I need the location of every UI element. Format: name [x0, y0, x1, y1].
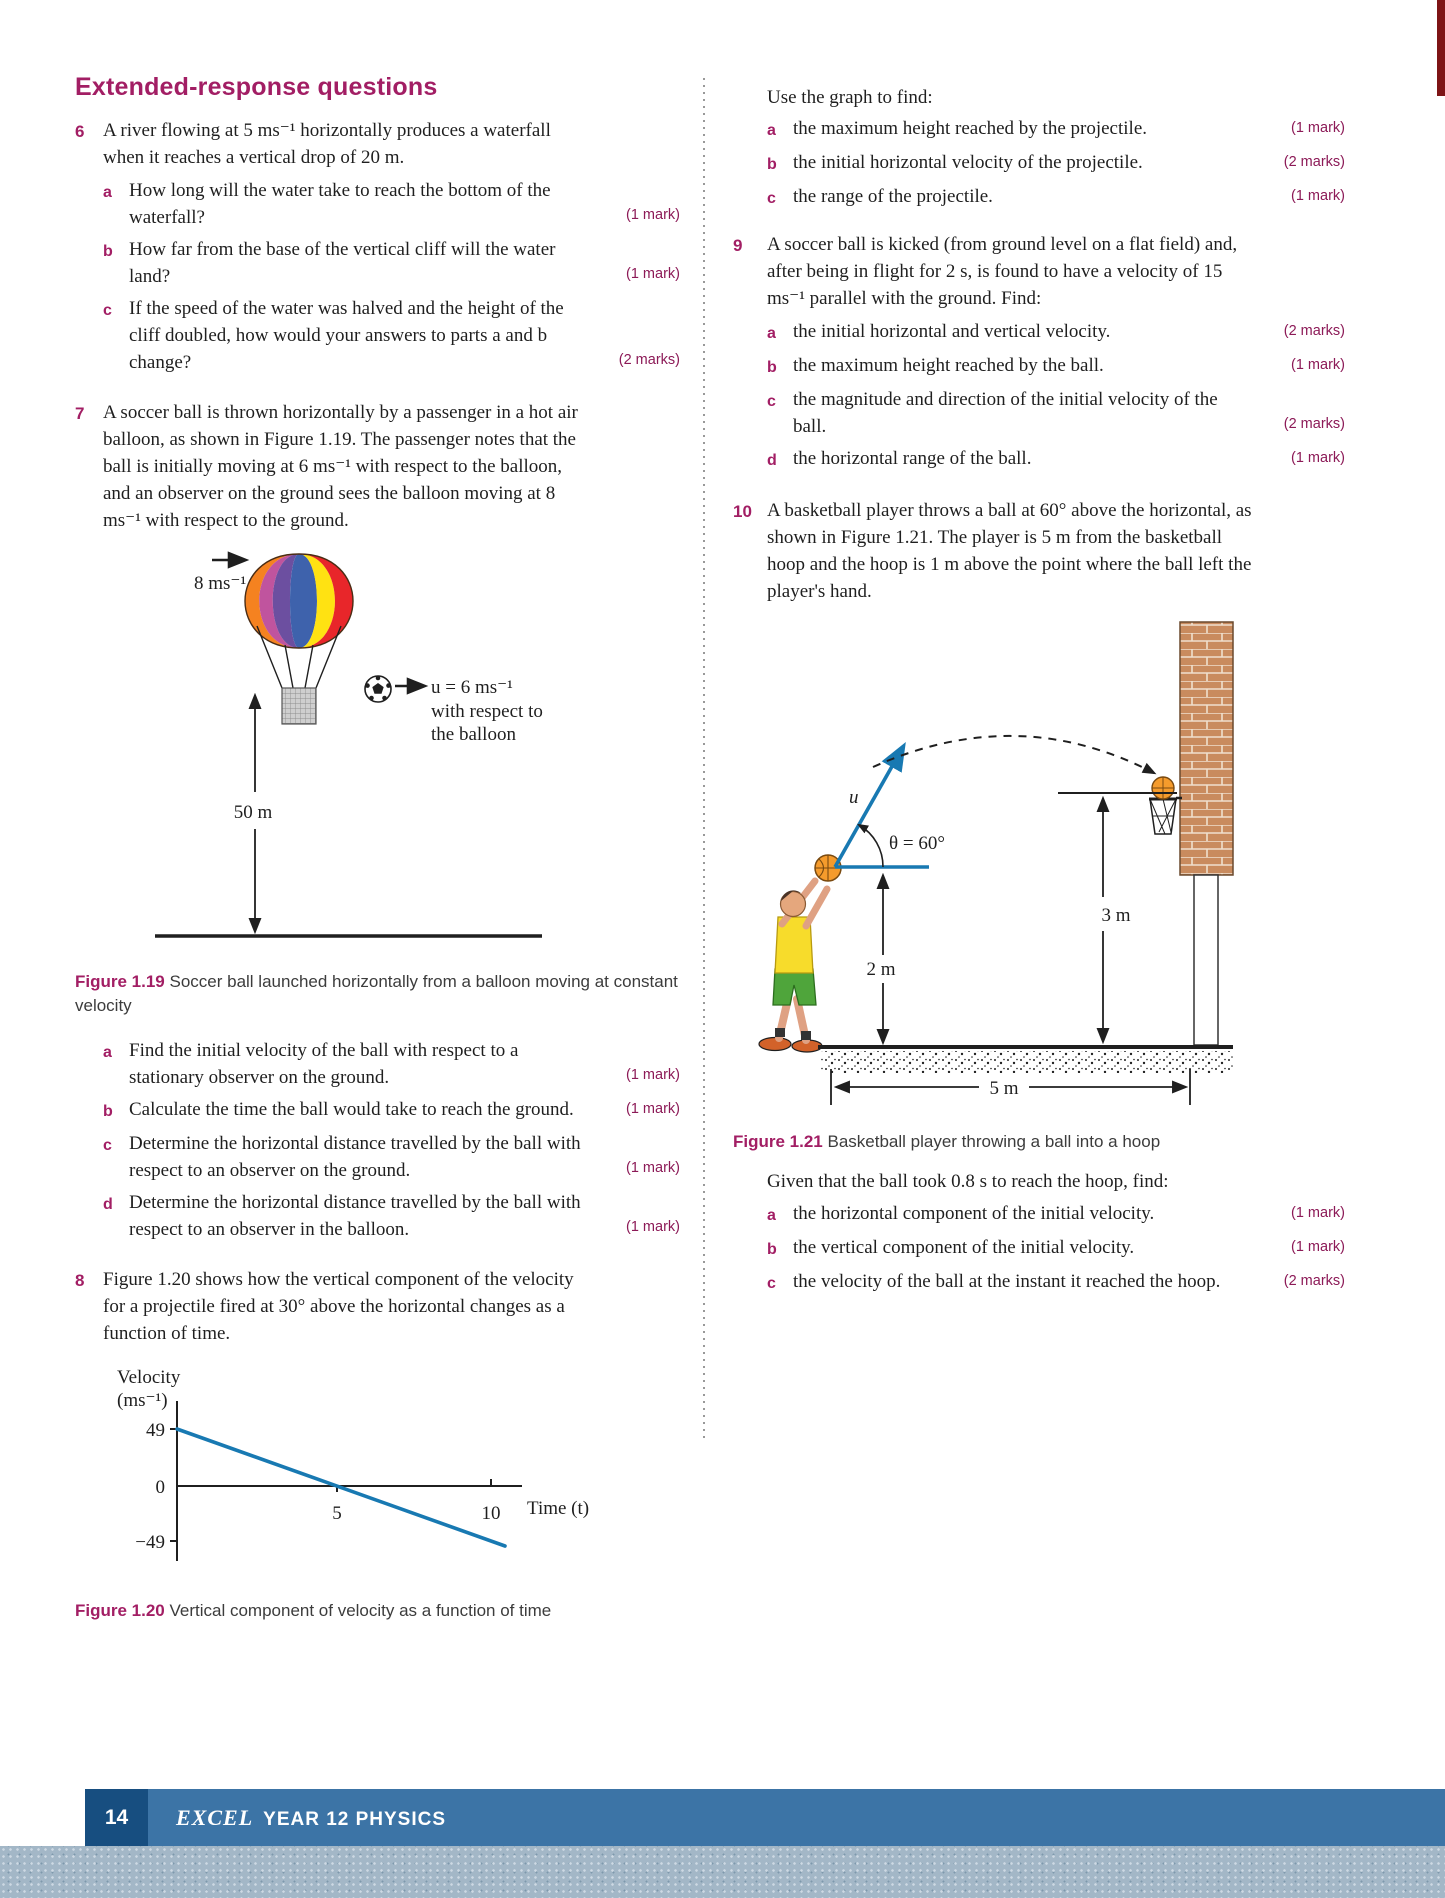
- figure-label: Figure 1.21: [733, 1132, 823, 1151]
- figure-1-21: [733, 617, 1345, 1120]
- question-text: A soccer ball is kicked (from ground level on a flat field) and, after being in flight for 2 s, is found to have a velocity of 15 ms⁻¹ parallel with the ground. Find:: [767, 234, 1238, 309]
- wall-post: [1194, 875, 1218, 1045]
- book-name: YEAR 12 PHYSICS: [263, 1808, 447, 1830]
- part-label: a: [103, 1044, 112, 1061]
- figure-1-20: [75, 1359, 680, 1589]
- graph-question: [733, 84, 1345, 217]
- question-number: 7: [75, 404, 85, 423]
- marks-badge: (2 marks): [1283, 323, 1345, 339]
- marks-badge: (2 marks): [1283, 1273, 1345, 1289]
- figure-label: Figure 1.19: [75, 972, 165, 991]
- ground-texture: [821, 1051, 1233, 1073]
- question-text: A basketball player throws a ball at 60° above the horizontal, as shown in Figure 1.21. The player is 5 m from the basketball hoop and the hoop is 1 m above the point where the ball left the player's hand.: [767, 500, 1252, 602]
- figure-caption: [75, 1599, 680, 1623]
- ball-velocity-label-line3: the balloon: [431, 724, 516, 745]
- question-part: [767, 352, 1345, 381]
- red-edge-strip: [1437, 0, 1445, 96]
- part-text: the range of the projectile.: [793, 186, 993, 207]
- part-label: d: [767, 452, 777, 469]
- part-label: b: [767, 1241, 777, 1258]
- part-text: the velocity of the ball at the instant it reached the hoop.: [793, 1271, 1221, 1292]
- x-tick-10: 10: [481, 1503, 501, 1524]
- y-tick-marks: [170, 1429, 177, 1541]
- part-text: Determine the horizontal distance travelled by the ball with respect to an observer on the ground.: [129, 1133, 581, 1181]
- question-number: 10: [733, 502, 752, 521]
- marks-badge: (2 marks): [618, 352, 680, 368]
- caption-text: Vertical component of velocity as a function of time: [164, 1601, 552, 1620]
- question-part: [103, 177, 680, 231]
- column-divider: [703, 78, 705, 1442]
- question-10-given: Given that the ball took 0.8 s to reach the hoop, find:: [767, 1171, 1169, 1192]
- question-part: [767, 183, 1345, 212]
- part-label: d: [103, 1196, 113, 1213]
- question-part: [103, 1096, 680, 1125]
- book-title: [176, 1805, 446, 1831]
- question-part: [103, 1130, 680, 1184]
- part-text: the magnitude and direction of the initial velocity of the ball.: [793, 389, 1218, 437]
- part-text: If the speed of the water was halved and the height of the cliff doubled, how would your answers to parts a and b change?: [129, 298, 564, 373]
- part-label: b: [767, 359, 777, 376]
- u-value: = 6 ms⁻¹: [440, 677, 513, 698]
- part-text: the horizontal component of the initial velocity.: [793, 1203, 1155, 1224]
- question-10: [733, 497, 1345, 611]
- graph-question-intro: Use the graph to find:: [767, 87, 933, 108]
- marks-badge: (1 mark): [1291, 1205, 1345, 1221]
- y-tick-0: 0: [155, 1477, 165, 1498]
- question-part: [767, 149, 1345, 178]
- question-part: [767, 1234, 1345, 1263]
- marks-badge: (1 mark): [1291, 450, 1345, 466]
- part-text: How far from the base of the vertical cliff will the water land?: [129, 239, 556, 287]
- section-heading: Extended-response questions: [75, 73, 438, 101]
- question-part: [767, 1200, 1345, 1229]
- question-part: [767, 445, 1345, 474]
- marks-badge: (1 mark): [626, 266, 680, 282]
- part-label: a: [767, 1207, 776, 1224]
- y-tick-49: 49: [146, 1420, 165, 1441]
- part-text: How long will the water take to reach the bottom of the waterfall?: [129, 180, 551, 228]
- question-text: A river flowing at 5 ms⁻¹ horizontally produces a waterfall when it reaches a vertical drop of 20 m.: [103, 120, 551, 168]
- question-9: [733, 231, 1345, 479]
- question-text: A soccer ball is thrown horizontally by a passenger in a hot air balloon, as shown in Figure 1.19. The passenger notes that the ball is initially moving at 6 ms⁻¹ with respect to the balloon, and an observer on the ground sees the balloon moving at 8 ms⁻¹ with respect to the ground.: [103, 402, 578, 531]
- velocity-time-graph: [75, 1359, 632, 1581]
- x-tick-5: 5: [332, 1503, 342, 1524]
- question-number: 6: [75, 122, 85, 141]
- part-label: b: [103, 243, 113, 260]
- hot-air-balloon: [245, 554, 353, 724]
- balloon-illustration: [75, 548, 632, 948]
- part-label: b: [103, 1103, 113, 1120]
- u-symbol: u: [849, 787, 859, 808]
- x-axis-label: Time (t): [527, 1498, 590, 1519]
- y-tick-neg49: −49: [135, 1532, 165, 1553]
- part-label: c: [767, 1275, 776, 1292]
- range-label: 5 m: [989, 1078, 1019, 1099]
- marks-badge: (1 mark): [1291, 1239, 1345, 1255]
- part-text: Find the initial velocity of the ball with respect to a stationary observer on the ground.: [129, 1040, 519, 1088]
- player-illustration: [759, 881, 827, 1052]
- caption-text: Basketball player throwing a ball into a hoop: [822, 1132, 1161, 1151]
- question-part: [103, 1037, 680, 1091]
- t-symbol: t: [577, 1498, 583, 1519]
- right-column: [733, 84, 1345, 1320]
- brick-wall: [1180, 622, 1233, 875]
- marks-badge: (1 mark): [1291, 188, 1345, 204]
- height-3m-label: 3 m: [1101, 905, 1131, 926]
- basketball-illustration: [733, 617, 1308, 1112]
- marks-badge: (2 marks): [1283, 416, 1345, 432]
- figure-1-19: [75, 548, 680, 956]
- book-series: EXCEL: [176, 1804, 254, 1830]
- question-part: [767, 386, 1345, 440]
- hoop: [1149, 777, 1182, 834]
- part-text: the horizontal range of the ball.: [793, 448, 1032, 469]
- part-text: the vertical component of the initial velocity.: [793, 1237, 1135, 1258]
- angle-arc: [859, 825, 883, 867]
- part-text: Calculate the time the ball would take to reach the ground.: [129, 1099, 574, 1120]
- page-number: 14: [85, 1789, 148, 1846]
- angle-label: θ = 60°: [889, 833, 945, 854]
- y-axis-label-line1: Velocity: [117, 1367, 181, 1388]
- marks-badge: (1 mark): [626, 1219, 680, 1235]
- part-label: c: [767, 393, 776, 410]
- height-2m-label: 2 m: [866, 959, 896, 980]
- ball-velocity-label: [431, 677, 513, 698]
- marks-badge: (1 mark): [626, 1160, 680, 1176]
- part-label: b: [767, 156, 777, 173]
- balloon-speed-label: 8 ms⁻¹: [194, 573, 247, 594]
- part-label: c: [767, 190, 776, 207]
- y-axis-label-line2: (ms⁻¹): [117, 1390, 168, 1411]
- part-label: c: [103, 302, 112, 319]
- marks-badge: (2 marks): [1283, 154, 1345, 170]
- trajectory-path: [873, 736, 1154, 773]
- question-8: [75, 1266, 680, 1353]
- figure-caption: [733, 1130, 1345, 1154]
- question-number: 9: [733, 236, 743, 255]
- velocity-data-line: [177, 1429, 505, 1546]
- marks-badge: (1 mark): [626, 1101, 680, 1117]
- footer-bar: [0, 1789, 1445, 1846]
- part-text: the maximum height reached by the ball.: [793, 355, 1104, 376]
- marks-badge: (1 mark): [1291, 357, 1345, 373]
- question-text: Figure 1.20 shows how the vertical component of the velocity for a projectile fired at 30° above the horizontal changes as a function of time.: [103, 1269, 574, 1344]
- question-10-parts: [733, 1168, 1345, 1302]
- figure-caption: [75, 970, 680, 1018]
- balloon-basket: [282, 688, 316, 724]
- question-part: [103, 295, 680, 376]
- footer-band: [148, 1789, 1445, 1846]
- ball-velocity-label-line2: with respect to: [431, 701, 543, 722]
- height-label: 50 m: [233, 802, 273, 823]
- question-7-parts: [75, 1034, 680, 1248]
- part-text: the initial horizontal velocity of the projectile.: [793, 152, 1143, 173]
- part-label: a: [767, 325, 776, 342]
- part-text: Determine the horizontal distance travelled by the ball with respect to an observer in the balloon.: [129, 1192, 581, 1240]
- part-label: a: [767, 122, 776, 139]
- page-edge-texture: [0, 1846, 1445, 1898]
- question-part: [767, 1268, 1345, 1297]
- question-part: [103, 236, 680, 290]
- marks-badge: (1 mark): [626, 207, 680, 223]
- part-text: the maximum height reached by the projectile.: [793, 118, 1148, 139]
- question-part: [767, 318, 1345, 347]
- question-6: [75, 117, 680, 381]
- caption-text: Soccer ball launched horizontally from a balloon moving at constant velocity: [75, 972, 678, 1015]
- u-symbol: u: [431, 677, 441, 698]
- marks-badge: (1 mark): [626, 1067, 680, 1083]
- soccer-ball-icon: [365, 676, 391, 702]
- question-part: [767, 115, 1345, 144]
- marks-badge: (1 mark): [1291, 120, 1345, 136]
- part-text: the initial horizontal and vertical velocity.: [793, 321, 1111, 342]
- question-7: [75, 399, 680, 540]
- left-column: [75, 74, 680, 1639]
- question-number: 8: [75, 1271, 85, 1290]
- part-label: c: [103, 1137, 112, 1154]
- part-label: a: [103, 184, 112, 201]
- question-part: [103, 1189, 680, 1243]
- figure-label: Figure 1.20: [75, 1601, 165, 1620]
